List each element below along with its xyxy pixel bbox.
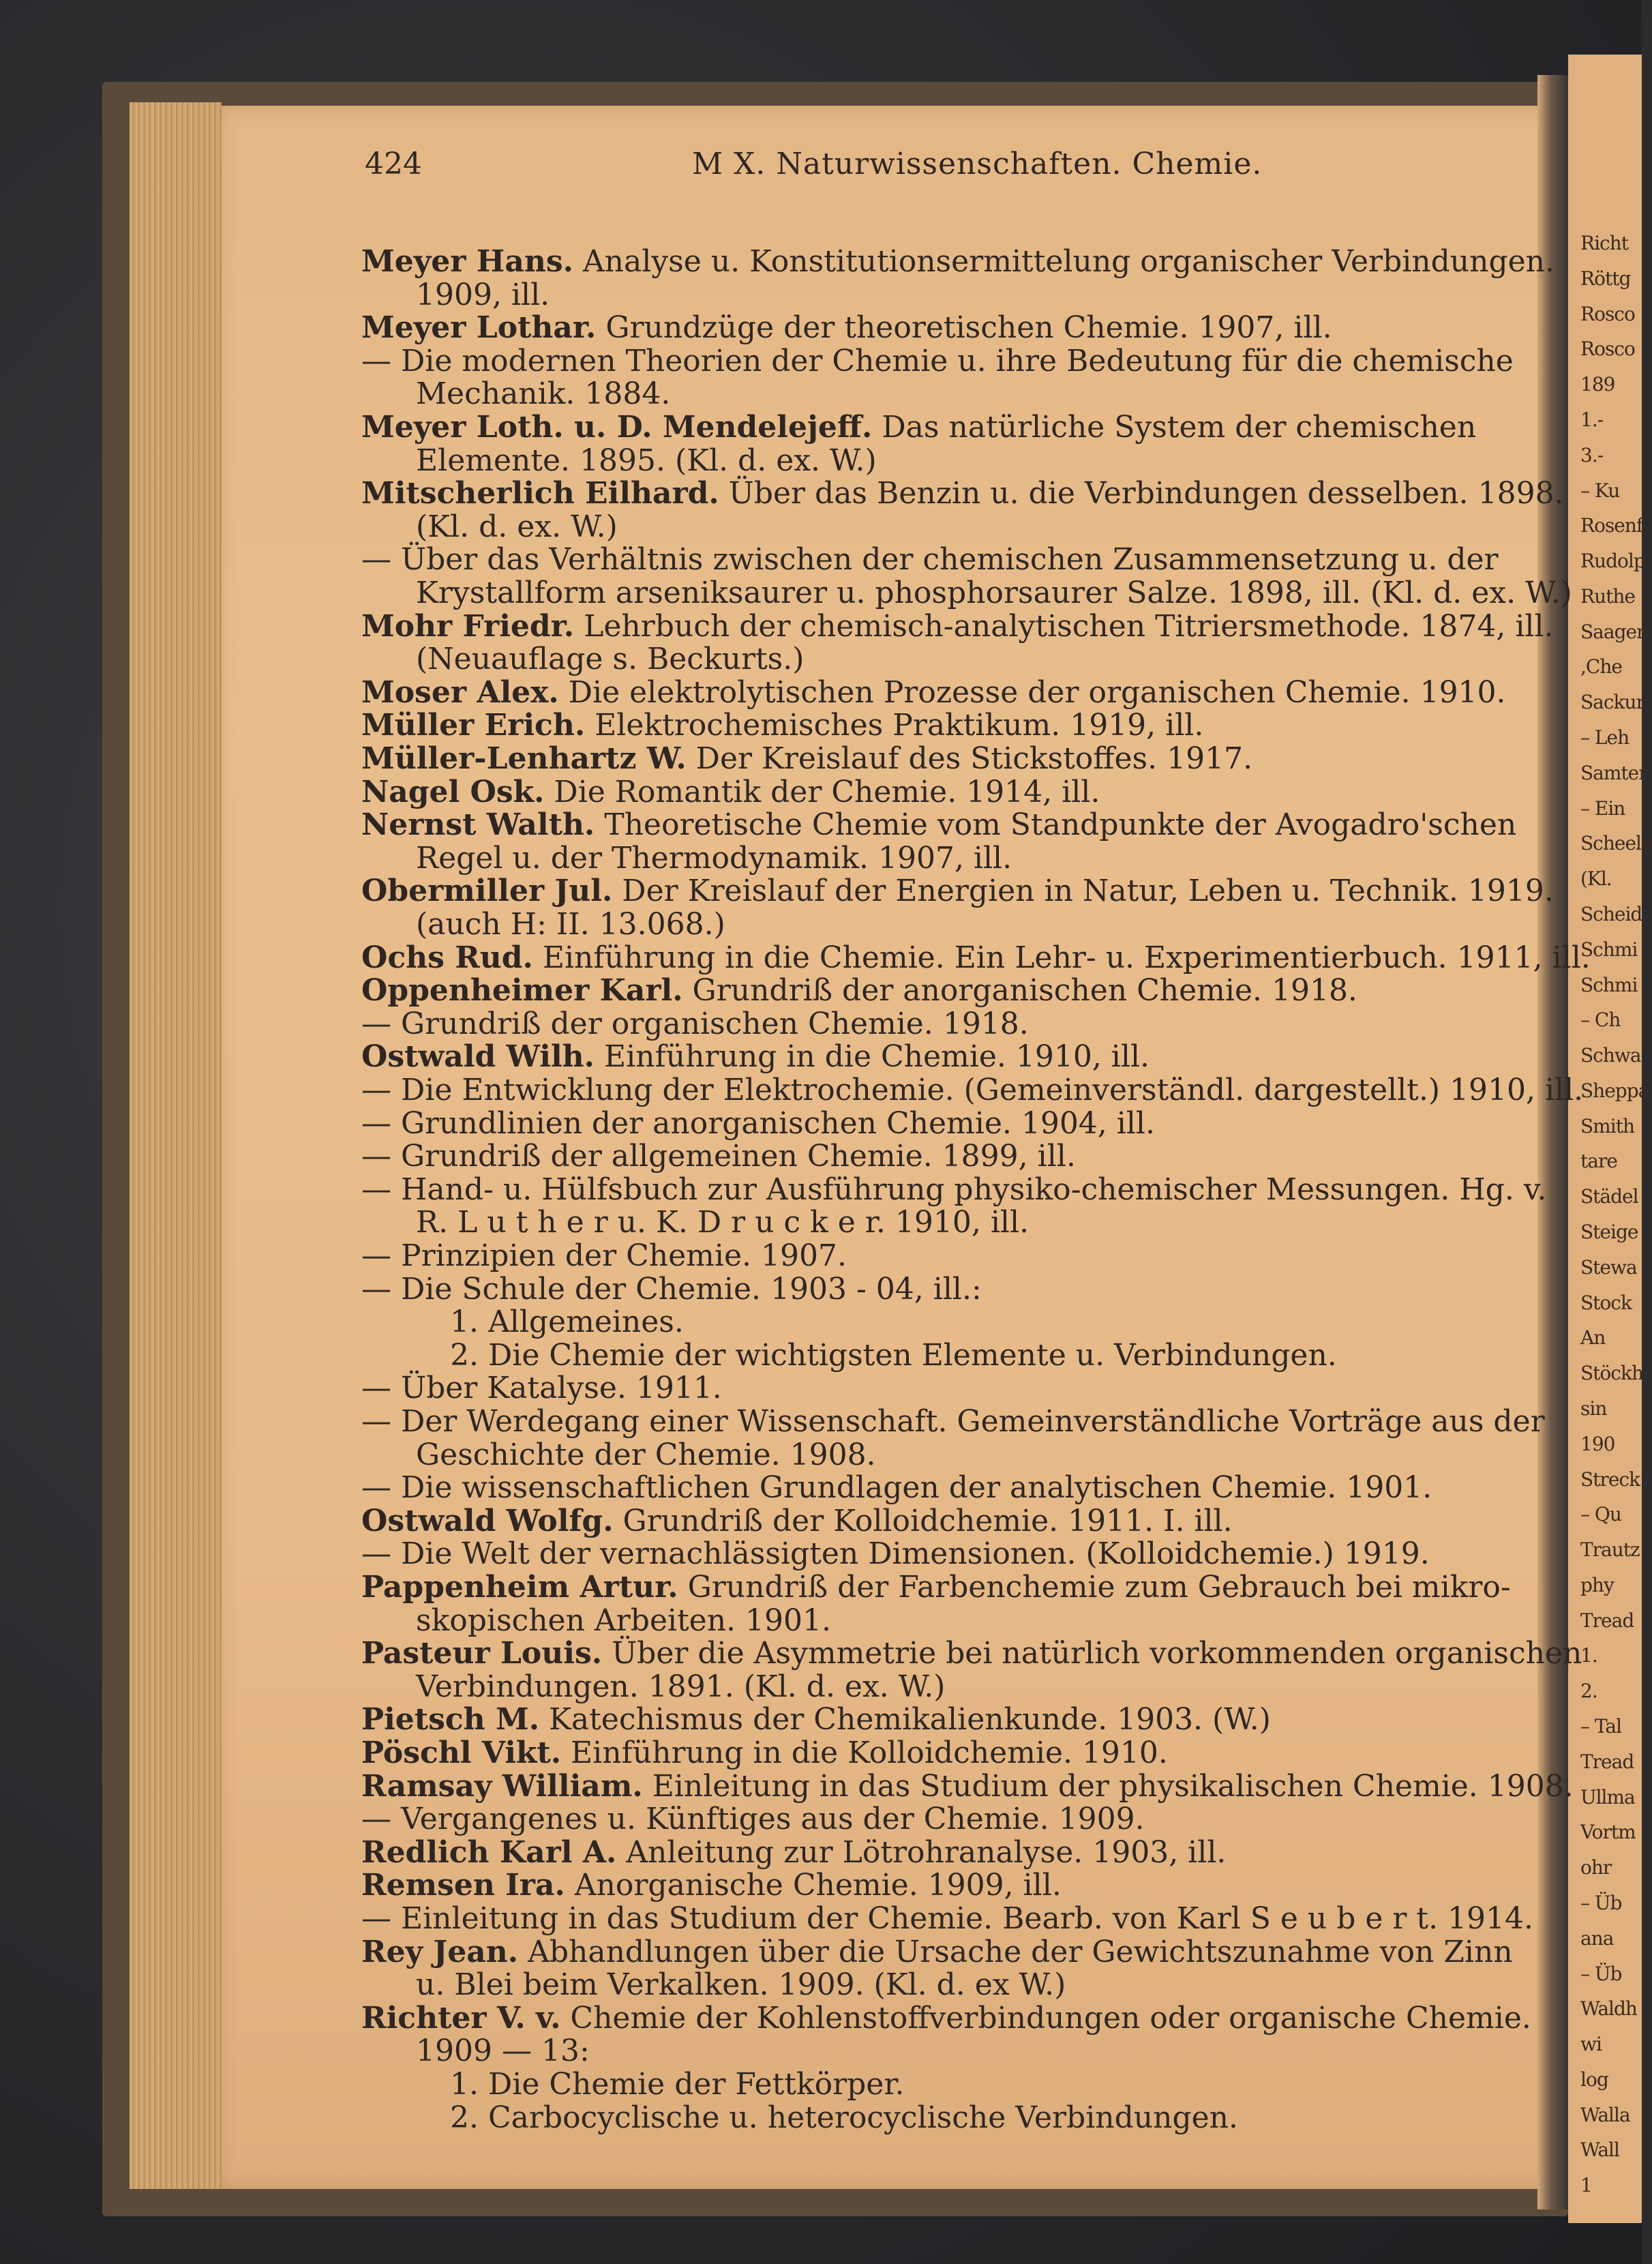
entry-line [416,376,671,412]
entry-text: Grundriß der anorganischen Chemie. 1918. [682,973,1357,1009]
entry-text: 1909 — 13: [416,2034,590,2069]
facing-page-fragment: 1 [1580,2174,1592,2197]
entry-line [361,1570,1511,1605]
entry-text: Einführung in die Chemie. Ein Lehr- u. Experimentierbuch. 1911, ill. [532,940,1591,975]
page-title: M X. Naturwissenschaften. Chemie. [692,147,1263,181]
entry-line [361,1901,1534,1936]
entry-line [361,708,1204,743]
entry-line [361,1404,1545,1439]
entry-text: (Kl. d. ex. W.) [416,509,618,544]
facing-page-fragment: Smith [1580,1114,1634,1137]
entry-line [361,343,1514,378]
entry-text: Regel u. der Thermodynamik. 1907, ill. [416,840,1012,876]
facing-page-fragment: Trautz [1580,1538,1640,1562]
entry-text: Grundriß der Farbenchemie zum Gebrauch bei mikro- [678,1570,1511,1605]
entry-text: — Hand- u. Hülfsbuch zur Ausführung physiko-chemischer Messungen. Hg. v. [361,1172,1547,1207]
entry-author: Mitscherlich Eilhard. [361,476,719,511]
facing-page-fragment: ohr [1580,1856,1612,1879]
entry-author: Remsen Ira. [361,1868,565,1903]
entry-text: — Grundriß der allgemeinen Chemie. 1899, ill. [361,1139,1076,1174]
entry-text: (auch H: II. 13.068.) [416,907,725,942]
entry-line [361,674,1506,710]
entry-line [361,1802,1145,1837]
entry-text: Grundriß der Kolloidchemie. 1911. I. ill. [613,1503,1233,1538]
entry-author: Pappenheim Artur. [361,1570,678,1605]
entry-text: Theoretische Chemie vom Standpunkte der Avogadro'schen [595,807,1517,843]
entry-text: — Grundriß der organischen Chemie. 1918. [361,1006,1029,1041]
entry-text: Abhandlungen über die Ursache der Gewichtszunahme von Zinn [518,1934,1513,1969]
facing-page-fragment: sin [1580,1397,1607,1420]
facing-page-fragment: Schmi [1580,938,1638,961]
entry-text: Elemente. 1895. (Kl. d. ex. W.) [416,443,877,478]
entry-line [416,1669,946,1704]
facing-page-fragment: Röttg [1580,267,1631,290]
facing-page-fragment: Richt [1580,232,1629,254]
facing-page-fragment: Städel [1580,1185,1638,1208]
entry-author: Mohr Friedr. [361,608,575,644]
entry-text: Verbindungen. 1891. (Kl. d. ex. W.) [416,1669,946,1704]
facing-page [1568,55,1652,2223]
entry-line [361,244,1555,279]
entry-text: 1. Allgemeines. [450,1305,684,1340]
entry-line [361,608,1554,644]
facing-page-fragment: 1.- [1580,408,1604,431]
facing-page-fragment: Ullma [1580,1785,1635,1808]
entry-text: — Die wissenschaftlichen Grundlagen der analytischen Chemie. 1901. [361,1470,1432,1506]
entry-line [361,1536,1430,1572]
facing-page-fragment: Rosenf [1580,514,1643,537]
facing-page-fragment: Waldh [1580,1997,1637,2021]
entry-line [361,1503,1233,1538]
entry-author: Ostwald Wolfg. [361,1503,614,1538]
entry-author: Richter V. v. [361,2000,561,2036]
entry-author: Obermiller Jul. [361,874,613,909]
entry-line [416,840,1012,876]
entry-text: Lehrbuch der chemisch-analytischen Titriersmethode. 1874, ill. [574,608,1554,644]
entry-line [361,1768,1574,1804]
entry-text: Anorganische Chemie. 1909, ill. [565,1868,1062,1903]
entry-text: Elektrochemisches Praktikum. 1919, ill. [585,708,1204,743]
entry-text: — Grundlinien der anorganischen Chemie. 1904, ill. [361,1105,1155,1141]
entry-line [416,907,725,942]
facing-page-fragment: An [1580,1326,1606,1350]
facing-page-fragment: – Ein [1580,796,1625,820]
entry-line [450,1305,684,1340]
entry-line [361,1271,982,1307]
entry-line [361,1834,1227,1870]
gutter [1537,75,1572,2209]
entry-line [416,578,1572,608]
entry-line [416,277,550,312]
facing-page-fragment: Vortm [1580,1821,1636,1844]
entry-line [361,1172,1547,1207]
entry-text: — Prinzipien der Chemie. 1907. [361,1238,847,1273]
entry-author: Rey Jean. [361,1934,519,1969]
entry-author: Müller-Lenhartz W. [361,741,687,776]
entry-line [361,542,1499,578]
entry-line [361,973,1357,1009]
facing-page-fragment: 1. [1580,1644,1597,1667]
entry-author: Pöschl Vikt. [361,1736,562,1770]
facing-page-fragment: ,Che [1580,655,1622,679]
entry-text: — Die Entwicklung der Elektrochemie. (Gemeinverständl. dargestellt.) 1910, ill. [361,1073,1584,1107]
facing-page-fragment: – Ch [1580,1009,1621,1032]
facing-page-fragment: Walla [1580,2103,1630,2126]
facing-page-fragment: Sheppa [1580,1079,1649,1102]
entry-line [361,940,1591,975]
facing-page-fragment: Sackur [1580,691,1645,714]
facing-page-fragment: Stock [1580,1291,1632,1314]
entry-author: Meyer Loth. u. D. Mendelejeff. [361,410,873,445]
entry-line [361,1738,1168,1768]
entry-text: Mechanik. 1884. [416,376,671,412]
entry-text: Anleitung zur Lötrohranalyse. 1903, ill. [616,1834,1227,1870]
facing-page-fragment: Steige [1580,1221,1638,1243]
entry-author: Nagel Osk. [361,774,545,809]
entry-line [416,642,805,677]
entry-text: — Der Werdegang einer Wissenschaft. Gemeinverständliche Vorträge aus der [361,1404,1545,1439]
entry-author: Moser Alex. [361,674,559,710]
entry-line [361,774,1100,809]
entry-text: — Vergangenes u. Künftiges aus der Chemie. 1909. [361,1802,1145,1837]
entry-text: skopischen Arbeiten. 1901. [416,1603,831,1638]
entry-line [361,807,1517,843]
facing-page-fragment: Rosco [1580,302,1635,325]
entry-text: — Die modernen Theorien der Chemie u. ihre Bedeutung für die chemische [361,343,1514,378]
facing-page-fragment: Samter [1580,761,1647,784]
entry-text: Katechismus der Chemikalienkunde. 1903. (W.) [539,1702,1271,1738]
entry-line [416,1967,1066,2003]
entry-line [416,2034,590,2069]
facing-page-fragment: Tread [1580,1609,1634,1632]
facing-page-fragment: Schwa [1580,1044,1641,1067]
facing-page-fragment: Scheele [1580,832,1652,855]
entry-line [361,476,1564,511]
entry-line [450,1337,1337,1373]
facing-page-fragment: Saager [1580,620,1645,643]
entry-author: Pasteur Louis. [361,1636,603,1671]
facing-page-fragment: phy [1580,1573,1614,1596]
entry-line [450,2100,1238,2135]
entry-author: Pietsch M. [361,1702,540,1738]
entry-line [361,874,1554,909]
facing-page-fragment: – Üb [1580,1962,1622,1985]
entry-text: 1. Die Chemie der Fettkörper. [450,2067,905,2102]
entry-text: Grundzüge der theoretischen Chemie. 1907, ill. [596,310,1332,346]
facing-page-fragment: Schmi [1580,973,1638,996]
entry-author: Ochs Rud. [361,940,533,975]
entry-line [361,1868,1062,1903]
facing-page-fragment: Rosco [1580,338,1635,361]
entry-text: Einführung in die Chemie. 1910, ill. [595,1039,1150,1075]
entry-line [361,1039,1150,1075]
entry-text: (Neuauflage s. Beckurts.) [416,642,805,677]
page-stack-edge [130,102,222,2189]
facing-page-fragment: 2. [1580,1680,1597,1703]
entry-author: Ramsay William. [361,1768,643,1804]
entry-line [361,410,1477,445]
entry-line [361,1636,1582,1671]
entry-text: 1909, ill. [416,277,550,312]
entry-text: Das natürliche System der chemischen [872,410,1477,445]
entry-author: Redlich Karl A. [361,1834,617,1870]
entry-text: Der Kreislauf des Stickstoffes. 1917. [686,741,1253,776]
entry-text: Einleitung in das Studium der physikalischen Chemie. 1908. [642,1768,1574,1804]
entry-author: Nernst Walth. [361,807,595,843]
facing-page-fragment: Rudolp [1580,550,1645,573]
entry-line [361,1006,1029,1041]
entry-text: Analyse u. Konstitutionsermittelung organischer Verbindungen. [573,244,1555,279]
facing-page-fragment: Streck [1580,1468,1640,1491]
entry-text: u. Blei beim Verkalken. 1909. (Kl. d. ex W.) [416,1967,1066,2003]
facing-page-fragment: Stewa [1580,1255,1637,1279]
entry-author: Ostwald Wilh. [361,1039,595,1075]
entry-line [416,1437,876,1472]
entry-text: Über das Benzin u. die Verbindungen desselben. 1898. [719,476,1564,511]
entry-author: Meyer Hans. [361,244,573,279]
facing-page-fragment: log [1580,2068,1608,2091]
entry-text: Krystallform arseniksaurer u. phosphorsaurer Salze. 1898, ill. (Kl. d. ex. W.) [416,576,1572,610]
entry-text: R. L u t h e r u. K. D r u c k e r. 1910, ill. [416,1205,1030,1240]
entry-line [416,509,618,544]
facing-page-fragment: – Qu [1580,1503,1621,1526]
entry-line [416,1603,831,1638]
facing-page-fragment: – Ku [1580,479,1620,502]
entry-text: Die Romantik der Chemie. 1914, ill. [544,774,1100,809]
facing-page-fragment: Wall [1580,2139,1619,2162]
facing-page-fragment: Stöckh [1580,1362,1643,1385]
entry-text: — Über Katalyse. 1911. [361,1371,722,1406]
entry-text: Die elektrolytischen Prozesse der organischen Chemie. 1910. [558,674,1506,710]
entry-line [361,741,1253,776]
entry-text: — Die Welt der vernachlässigten Dimensionen. (Kolloidchemie.) 1919. [361,1536,1430,1572]
entry-line [361,2000,1531,2036]
entry-text: Über die Asymmetrie bei natürlich vorkommenden organischen [602,1636,1582,1671]
entry-line [361,1075,1583,1105]
facing-page-fragment: – Tal [1580,1715,1622,1738]
facing-page-fragment: ana [1580,1926,1614,1950]
facing-page-fragment: Tread [1580,1750,1634,1773]
entry-text: 2. Die Chemie der wichtigsten Elemente u. Verbindungen. [450,1337,1337,1373]
facing-page-fragment: 3.- [1580,443,1604,466]
facing-page-fragment: (Kl. [1580,867,1612,891]
facing-page-fragment: – Leh [1580,726,1630,749]
entry-line [361,310,1332,346]
entry-line [361,1139,1076,1174]
entry-text: Geschichte der Chemie. 1908. [416,1437,876,1472]
entry-text: — Über das Verhältnis zwischen der chemischen Zusammensetzung u. der [361,542,1499,578]
facing-page-fragment: Scheid [1580,902,1642,925]
entry-text: — Einleitung in das Studium der Chemie. Bearb. von Karl S e u b e r t. 1914. [361,1901,1534,1936]
entry-line [416,1205,1030,1240]
entry-line [361,1702,1271,1738]
entry-author: Müller Erich. [361,708,586,743]
facing-page-fragment: 189 [1580,373,1615,396]
entry-line [361,1371,722,1406]
facing-page-fragment: 190 [1580,1432,1615,1455]
facing-page-fragment: tare [1580,1150,1617,1173]
entry-author: Oppenheimer Karl. [361,973,683,1009]
entry-text: Einführung in die Kolloidchemie. 1910. [561,1736,1168,1770]
entry-text: — Die Schule der Chemie. 1903 - 04, ill.: [361,1271,982,1307]
entry-author: Meyer Lothar. [361,310,597,346]
entry-line [361,1238,847,1273]
facing-page-fragment: wi [1580,2033,1602,2056]
facing-page-fragment: – Üb [1580,1891,1622,1914]
entry-text: Der Kreislauf der Energien in Natur, Leben u. Technik. 1919. [612,874,1554,909]
entry-line [450,2067,905,2102]
entry-text: Chemie der Kohlenstoffverbindungen oder organische Chemie. [560,2000,1531,2036]
page-number: 424 [365,147,422,181]
entry-line [361,1934,1513,1969]
entry-line [416,443,877,478]
entry-line [361,1105,1155,1141]
entry-line [361,1470,1432,1506]
facing-page-fragment: Ruthe [1580,584,1635,608]
entry-text: 2. Carbocyclische u. heterocyclische Verbindungen. [450,2100,1238,2135]
